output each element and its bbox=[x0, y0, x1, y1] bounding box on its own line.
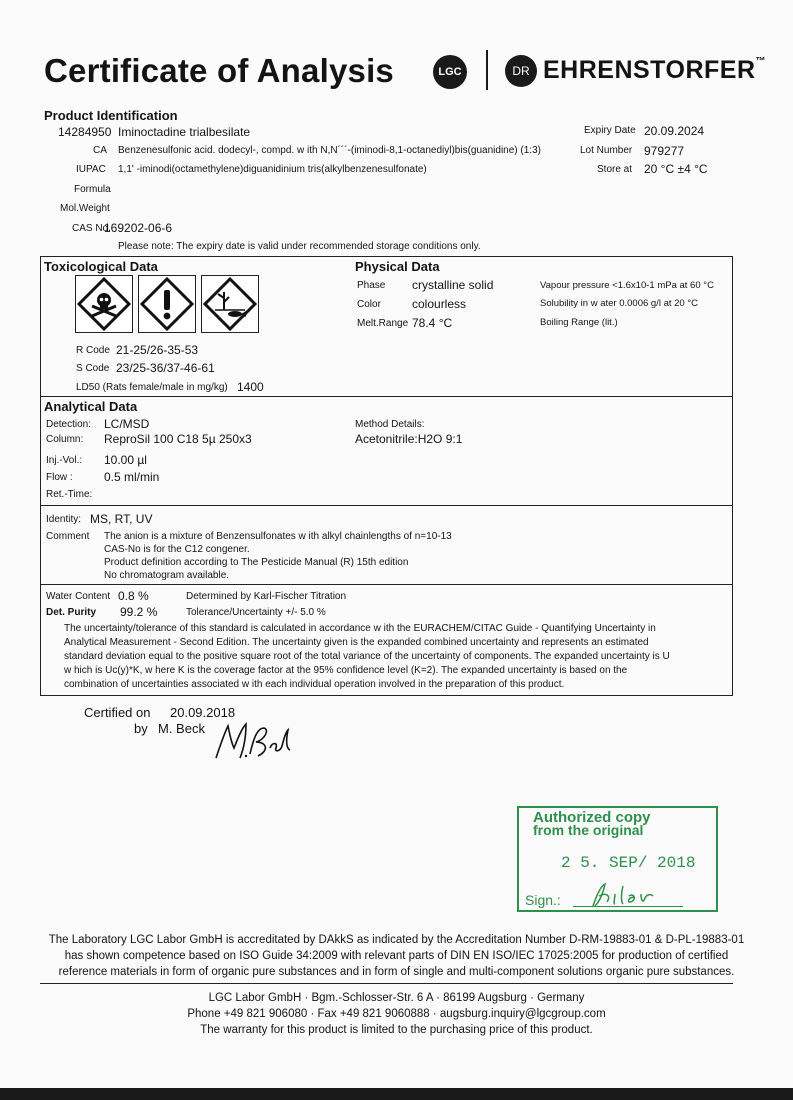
accreditation-line: has shown competence based on ISO Guide 34:2009 with relevant parts of DIN EN ISO/IEC 17025:2005 for production of certified bbox=[64, 950, 729, 962]
certified-date: 20.09.2018 bbox=[170, 705, 236, 720]
certified-label: Certified on bbox=[84, 705, 151, 720]
inj-vol-label: Inj.-Vol.: bbox=[46, 455, 83, 466]
logo-divider bbox=[486, 50, 488, 90]
cas-label: CAS No. bbox=[72, 223, 111, 234]
product-name: Iminoctadine trialbesilate bbox=[118, 125, 251, 139]
tox-box-top bbox=[40, 256, 733, 257]
stamp-sign-label: Sign.: bbox=[525, 892, 561, 908]
lgc-logo: LGC bbox=[433, 55, 467, 89]
expiry-label: Expiry Date bbox=[584, 125, 636, 136]
inj-vol-value: 10.00 µl bbox=[104, 453, 147, 467]
method-label: Method Details: bbox=[355, 419, 425, 430]
ca-label: CA bbox=[93, 145, 107, 156]
identity-divider bbox=[40, 505, 733, 506]
vapour-pressure: Vapour pressure <1.6x10-1 mPa at 60 °C bbox=[540, 280, 714, 291]
molweight-label: Mol.Weight bbox=[60, 203, 110, 214]
authorized-copy-stamp bbox=[517, 806, 718, 912]
solubility: Solubility in w ater 0.0006 g/l at 20 °C bbox=[540, 298, 698, 309]
uncertainty-line: The uncertainty/tolerance of this standard is calculated in accordance w ith the EURACHEM/CITAC Guide - Quantifying Uncertainty in bbox=[64, 623, 656, 634]
uncertainty-line: combination of uncertainties associated w ith each individual operation involved in the preparation of this product. bbox=[64, 679, 565, 690]
boiling-range: Boiling Range (lit.) bbox=[540, 317, 618, 328]
brand-name bbox=[543, 56, 766, 85]
color-label: Color bbox=[357, 299, 381, 310]
accreditation-line: The Laboratory LGC Labor GmbH is accreditated by DAkkS as indicated by the Accreditation Number D-RM-19883-01 & D-PL-19883-01 bbox=[48, 934, 745, 946]
analytical-box-right bbox=[732, 396, 733, 584]
product-section-title: Product Identification bbox=[44, 108, 178, 123]
purity-value: 99.2 % bbox=[120, 605, 158, 619]
store-value: 20 °C ±4 °C bbox=[644, 162, 708, 176]
tox-box-right bbox=[732, 256, 733, 396]
s-code-value: 23/25-36/37-46-61 bbox=[116, 361, 215, 375]
lot-value: 979277 bbox=[644, 144, 685, 158]
purity-label: Det. Purity bbox=[46, 607, 97, 618]
accreditation-line: reference materials in form of organic pure substances and in form of single and multi-component solutions organic pure substances. bbox=[58, 966, 735, 978]
melt-label: Melt.Range bbox=[357, 318, 409, 329]
exclamation-icon bbox=[138, 275, 196, 333]
store-label: Store at bbox=[597, 164, 633, 175]
water-content-value: 0.8 % bbox=[118, 589, 149, 603]
s-code-label: S Code bbox=[76, 363, 110, 374]
phase-label: Phase bbox=[357, 280, 386, 291]
cas-value: 169202-06-6 bbox=[104, 221, 173, 235]
method-value: Acetonitrile:H2O 9:1 bbox=[355, 432, 463, 446]
identity-value: MS, RT, UV bbox=[90, 512, 153, 526]
environment-icon bbox=[201, 275, 259, 333]
handwritten-signature bbox=[210, 716, 300, 764]
comment-line: Product definition according to The Pesticide Manual (R) 15th edition bbox=[104, 557, 409, 568]
column-value: ReproSil 100 C18 5µ 250x3 bbox=[104, 432, 252, 446]
flow-label: Flow : bbox=[46, 472, 73, 483]
dr-logo: DR bbox=[505, 55, 537, 87]
phase-value: crystalline solid bbox=[412, 278, 494, 292]
r-code-value: 21-25/26-35-53 bbox=[116, 343, 199, 357]
ret-time-label: Ret.-Time: bbox=[46, 489, 93, 500]
footer-address: LGC Labor GmbH · Bgm.-Schlosser-Str. 6 A · 86199 Augsburg · Germany bbox=[208, 992, 585, 1004]
ca-value: Benzenesulfonic acid. dodecyl-, compd. w ith N,N´´´-(iminodi-8,1-octanediyl)bis(guanidine) (1:3) bbox=[118, 145, 541, 156]
comment-label: Comment bbox=[46, 531, 90, 542]
expiry-value: 20.09.2024 bbox=[644, 124, 705, 138]
purity-box-bottom bbox=[40, 695, 733, 696]
footer-divider bbox=[40, 983, 733, 984]
uncertainty-line: standard deviation equal to the positive square root of the total variance of the uncertainty of components. The expanded uncertainty is U bbox=[64, 651, 670, 662]
iupac-label: IUPAC bbox=[76, 164, 106, 175]
melt-value: 78.4 °C bbox=[412, 316, 453, 330]
stamp-line-1: Authorized copy bbox=[533, 809, 651, 826]
product-code: 14284950 bbox=[58, 125, 112, 139]
document-title: Certificate of Analysis bbox=[44, 52, 394, 89]
lot-label: Lot Number bbox=[580, 145, 633, 156]
water-content-label: Water Content bbox=[46, 591, 111, 602]
column-label: Column: bbox=[46, 434, 84, 445]
purity-box-left bbox=[40, 584, 41, 696]
trademark-mark: ™ bbox=[755, 56, 767, 67]
footer-contact: Phone +49 821 906080 · Fax +49 821 9060888 · augsburg.inquiry@lgcgroup.com bbox=[187, 1008, 606, 1020]
tolerance: Tolerance/Uncertainty +/- 5.0 % bbox=[186, 607, 326, 618]
uncertainty-line: Analytical Measurement - Second Edition. The uncertainty given is the expanded combined uncertainty and represents an estimated bbox=[64, 637, 649, 648]
by-label: by bbox=[134, 721, 148, 736]
stamp-signature bbox=[583, 880, 663, 910]
iupac-value: 1,1' -iminodi(octamethylene)diguanidinium tris(alkylbenzenesulfonate) bbox=[118, 164, 427, 175]
stamp-date: 2 5. SEP/ 2018 bbox=[561, 854, 696, 872]
tox-box-bottom bbox=[40, 396, 733, 397]
detection-value: LC/MSD bbox=[104, 417, 150, 431]
flow-value: 0.5 ml/min bbox=[104, 470, 160, 484]
brand-text: EHRENSTORFER bbox=[543, 56, 756, 84]
by-name: M. Beck bbox=[158, 721, 205, 736]
tox-section-title: Toxicological Data bbox=[44, 259, 158, 274]
uncertainty-line: w hich is Uc(y)*K, w here K is the coverage factor at the 95% confidence level (K=2). The expanded uncertainty is based on the bbox=[64, 665, 628, 676]
analytical-box-left bbox=[40, 396, 41, 584]
purity-box-right bbox=[732, 584, 733, 696]
comment-line: CAS-No is for the C12 congener. bbox=[104, 544, 250, 555]
skull-crossbones-icon bbox=[75, 275, 133, 333]
detection-label: Detection: bbox=[46, 419, 92, 430]
stamp-line-2: from the original bbox=[533, 822, 644, 838]
footer-warranty: The warranty for this product is limited to the purchasing price of this product. bbox=[200, 1024, 593, 1036]
water-method: Determined by Karl-Fischer Titration bbox=[186, 591, 347, 602]
r-code-label: R Code bbox=[76, 345, 110, 356]
purity-box-top bbox=[40, 584, 733, 585]
ld50-label: LD50 (Rats female/male in mg/kg) bbox=[76, 382, 228, 393]
ld50-value: 1400 bbox=[237, 380, 264, 394]
physical-section-title: Physical Data bbox=[355, 259, 440, 274]
identity-label: Identity: bbox=[46, 514, 82, 525]
comment-line: No chromatogram available. bbox=[104, 570, 230, 581]
formula-label: Formula bbox=[74, 184, 111, 195]
color-value: colourless bbox=[412, 297, 467, 311]
analytical-section-title: Analytical Data bbox=[44, 399, 138, 414]
expiry-note: Please note: The expiry date is valid under recommended storage conditions only. bbox=[118, 241, 481, 252]
comment-line: The anion is a mixture of Benzensulfonates w ith alkyl chainlengths of n=10-13 bbox=[104, 531, 452, 542]
tox-box-left bbox=[40, 256, 41, 396]
page-bottom-edge bbox=[0, 1088, 793, 1100]
